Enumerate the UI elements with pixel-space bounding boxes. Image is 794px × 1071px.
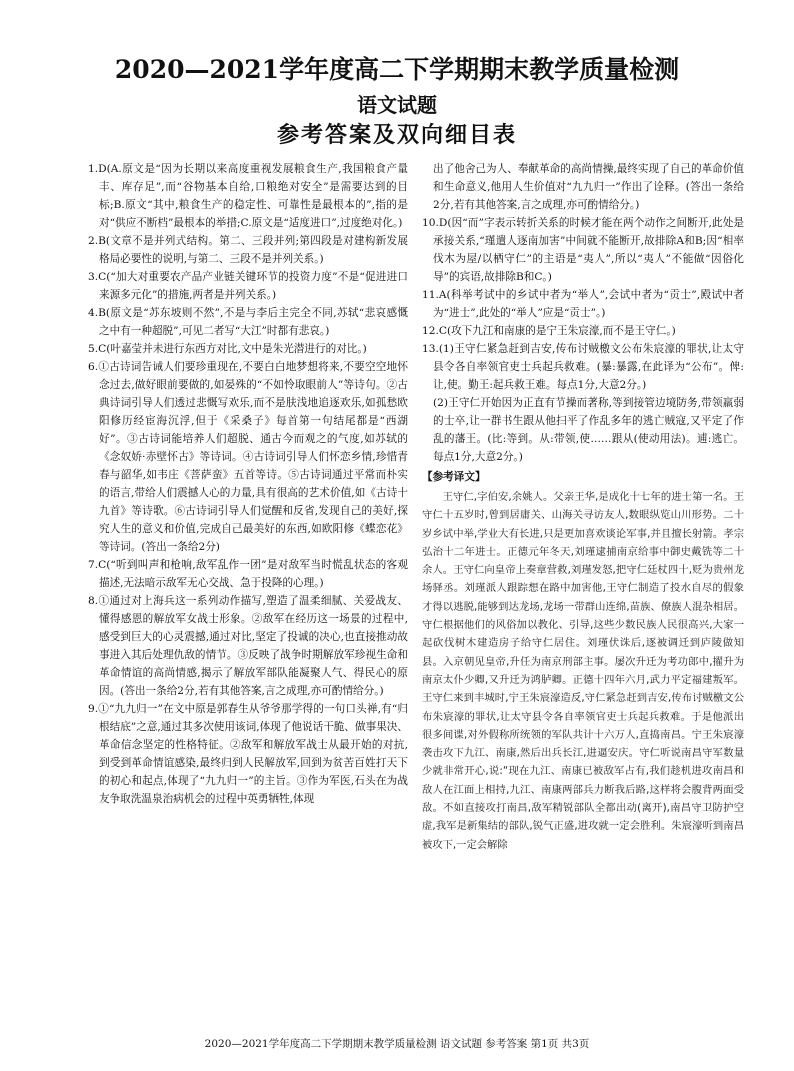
answer-subitem: (2)王守仁开始因为正直有节操而著称,等到接管边境防务,带领羸弱的士卒,让一群书生跟从他扫平了作乱多年的逃亡贼寇,又平定了作乱的藩王。(比:等到。从:带领,使……跟从(使动用法)。逋:逃亡。每点1分,大意2分。) — [433, 397, 744, 463]
answer-item-continued: 出了他舍己为人、奉献革命的高尚情操,最终实现了自己的革命价值和生命意义,他用人生价值对“九九归一”作出了诠释。(答出一条给2分,若有其他答案,言之成理,亦可酌情给分。) — [433, 163, 744, 211]
translation-text: 王守仁,字伯安,余姚人。父亲王华,是成化十七年的进士第一名。王守仁十五岁时,曾到居庸关、山海关寻访友人,数眼纵览山川形势。二十岁乡试中举,学业大有长进,只是更加喜欢谈论军事,并且擅长射箭。孝宗弘治十二年进士。正德元年冬天,刘瑾逮捕南京给事中御史戴铣等二十余人。王守仁向皇帝上奏章营救,刘瑾发怒,把守仁廷杖四十,贬为贵州龙场驿丞。刘瑾派人跟踪想在路中加害他,王守仁制造了投水自尽的假象才得以逃脱,能够到达龙场,龙场一带群山连绵,苗族、僚族人混杂相居。守仁根据他们的风俗加以教化、引导,这些少数民族人民很高兴,大家一起砍伐树木建造房子给守仁居住。刘瑾伏诛后,逐被调迁到庐陵做知县。入京朝见皇帝,升任为南京刑部主事。屡次升迁为考功郎中,擢升为南京太仆少卿,又升迁为鸿胪卿。正德十四年六月,武力平定福建叛军。王守仁来到丰城时,宁王朱宸濠造反,守仁紧急赶到吉安,传布讨贼檄文公布朱宸濠的罪状,让太守县令各自率领官吏士兵起兵救难。于是他派出很多间谍,对外假称所统领的军队共计十六万人,直捣南昌。宁王朱宸濠袭击攻下九江、南康,然后出兵长江,进逼安庆。守仁听说南昌守军数量少就非常开心,说:“现在九江、南康已被敌军占有,我们趁机进攻南昌和敌人在江面上相持,九江、南康两部兵力断我后路,这样将会腹背两面受敌。不如直接攻打南昌,敌军精锐部队全都出动(离开),南昌守卫防护空虚,我军是新集结的部队,锐气正盛,进攻就一定会胜利。朱宸濠听到南昌被攻下,一定会解除 — [422, 491, 744, 851]
answer-item: 3.C(“加大对重要农产品产业链关键环节的投资力度”不是“促进进口来源多元化”的措施,两者是并列关系。) — [88, 271, 408, 301]
answer-item: 1.D(A.原文是“因为长期以来高度重视发展粮食生产,我国粮食产量丰、库存足”,而“谷物基本自给,口粮绝对安全”是需要达到的目标;B.原文“其中,粮食生产的稳定性、可靠性是最根本的”,指的是对“供应不断档”最根本的举措;C.原文是“适度进口”,过度绝对化。) — [88, 163, 408, 229]
answer-item: 12.C(攻下九江和南康的是宁王朱宸濠,而不是王守仁。) — [422, 325, 676, 337]
right-column — [422, 160, 744, 854]
answer-item: 5.C(叶嘉莹并未进行东西方对比,文中是朱光潜进行的对比。) — [88, 343, 367, 355]
answer-item: 8.①通过对上海兵这一系列动作描写,塑造了温柔细腻、关爱战友、懂得感恩的解放军女战士形象。②敌军在经历这一场景的过程中,感受到巨大的心灵震撼,通过对比,坚定了投诚的决心,也直接推动故事进入其后处理仇敌的情节。③反映了战争时期解放军珍视生命和革命情谊的高尚情感,揭示了解放军部队能凝聚人气、得民心的原因。(答出一条给2分,若有其他答案,言之成理,亦可酌情给分。) — [88, 595, 408, 697]
answer-item: 13.(1)王守仁紧急赶到吉安,传布讨贼檄文公布朱宸濠的罪状,让太守县令各自率领官吏士兵起兵救难。(暴:暴露,在此译为“公布”。俾:让,使。勤王:起兵救王难。每点1分,大意2分。) — [422, 343, 744, 391]
document-title: 2020—2021学年度高二下学期期末教学质量检测 — [114, 55, 680, 84]
answer-item: 4.B(原文是“苏东坡则不然”,不是与李后主完全不同,苏轼“悲哀感慨之中有一种超脱”,可见二者写“大江”时都有悲哀。) — [88, 307, 408, 337]
answer-item: 9.①“九九归一”在文中原是郭春生从爷爷那学得的一句口头禅,有“归根结底”之意,通过其多次使用该词,体现了他说话干脆、做事果决、革命信念坚定的性格特征。②敌军和解放军战士从最开始的对抗,到受到革命情谊感染,最终归到人民解放军,回到为贫苦百姓打天下的初心和起点,体现了“九九归一”的主旨。③作为军医,石头在为战友争取洗温泉治病机会的过程中英勇牺牲,体现 — [88, 703, 408, 805]
answer-item: 7.C(“听到叫声和枪响,敌军乱作一团”是对敌军当时慌乱状态的客观描述,无法暗示敌军无心交战、急于投降的心理。) — [88, 559, 408, 589]
answer-item: 11.A(科举考试中的乡试中者为“举人”,会试中者为“贡士”,殿试中者为“进士”,此处的“举人”应是“贡士”。) — [422, 289, 744, 319]
left-column — [88, 160, 408, 808]
translation-heading: 【参考译文】 — [422, 471, 486, 483]
answer-item: 10.D(因“而”字表示转折关系的时候才能在两个动作之间断开,此处是承接关系,“瑾遣人逐南加害”中间就不能断开,故排除A和B;因“相率伐木为屋/以栖守仁”的主语是“夷人”,所以“夷人”不能做“因俗化导”的宾语,故排除B和C。) — [422, 217, 744, 283]
page-footer: 2020—2021学年度高二下学期期末教学质量检测 语文试题 参考答案 第1页 共3页 — [204, 1038, 590, 1050]
answer-item: 2.B(文章不是并列式结构。第二、三段并列;第四段是对建构新发展格局必要性的说明,与第二、三段不是并列关系。) — [88, 235, 408, 265]
document-subject: 语文试题 — [357, 93, 437, 117]
document-subtitle: 参考答案及双向细目表 — [276, 122, 517, 148]
answer-item: 6.①古诗词告诫人们要珍重现在,不要白白地梦想将来,不要空空地怀念过去,做好眼前要做的,如晏殊的“不如怜取眼前人”等诗句。②古典诗词引导人们透过悲慨写欢乐,而不是肤浅地追逐欢乐,如孤愁欧阳修历经宦海沉浮,但于《采桑子》每首第一句结尾都是“西湖好”。③古诗词能培养人们超脱、通古今而观之的气度,如苏轼的《念奴娇·赤壁怀古》等诗词。④古诗词引导人们怀恋乡情,珍惜青春与韶华,如韦庄《菩萨蛮》五首等诗。⑤古诗词通过平常而朴实的语言,带给人们震撼人心的力量,具有很高的艺术价值,如《古诗十九首》等诗歌。⑥古诗词引导人们觉醒和反省,发现自己的美好,探究人生的意义和价值,完成自己最美好的东西,如欧阳修《蝶恋花》等诗词。(答出一条给2分) — [88, 361, 408, 553]
